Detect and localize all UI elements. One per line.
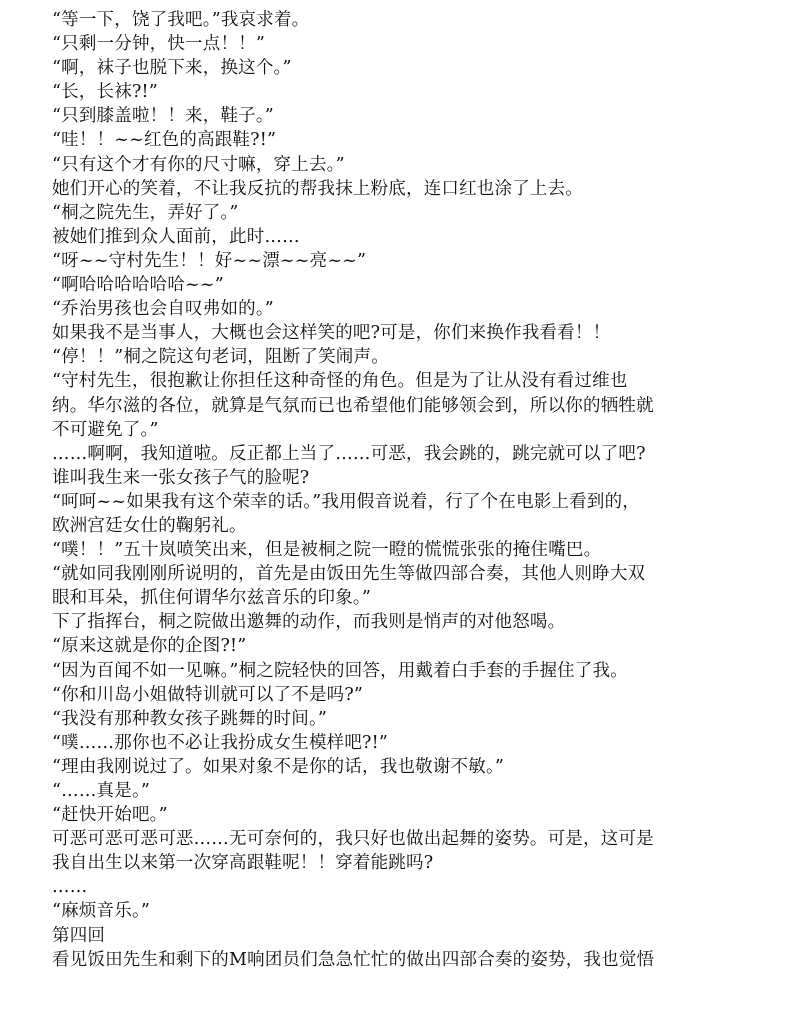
text-line: 看见饭田先生和剩下的M响团员们急急忙忙的做出四部合奏的姿势，我也觉悟 <box>52 949 655 970</box>
text-line: “噗……那你也不必让我扮成女生模样吧?!” <box>52 732 389 753</box>
text-line: “……真是。” <box>52 781 151 801</box>
text-line: 她们开心的笑着，不让我反抗的帮我抹上粉底，连口红也涂了上去。 <box>52 178 583 199</box>
text-line: “呵呵~~如果我有这个荣幸的话。”我用假音说着，行了个在电影上看到的， <box>52 491 640 512</box>
text-line: ……啊啊，我知道啦。反正都上当了……可恶，我会跳的，跳完就可以了吧? <box>52 443 646 464</box>
text-line: “桐之院先生，弄好了。” <box>52 202 239 223</box>
document-page <box>52 8 764 972</box>
text-line: “因为百闻不如一见嘛。”桐之院轻快的回答，用戴着白手套的手握住了我。 <box>52 660 628 681</box>
text-line: “只到膝盖啦！！来，鞋子。” <box>52 106 274 127</box>
text-line: 可恶可恶可恶可恶……无可奈何的，我只好也做出起舞的姿势。可是，这可是 <box>52 829 654 850</box>
text-line: 纳。华尔滋的各位，就算是气氛而已也希望他们能够领会到，所以你的牺牲就 <box>52 395 654 416</box>
text-line: 不可避免了。” <box>52 419 159 440</box>
text-line: “就如同我刚刚所说明的，首先是由饭田先生等做四部合奏，其他人则睁大双 <box>52 564 646 585</box>
text-line: “守村先生，很抱歉让你担任这种奇怪的角色。但是为了让从没有看过维也 <box>52 371 628 392</box>
text-line: “麻烦音乐。” <box>52 901 151 922</box>
text-line: “只剩一分钟，快一点！！” <box>52 34 265 55</box>
text-line: 我自出生以来第一次穿高跟鞋呢！！穿着能跳吗? <box>52 853 434 874</box>
text-line: “呀~~守村先生！！好~~漂~~亮~~” <box>52 250 367 271</box>
text-line: …… <box>52 877 88 898</box>
text-line: “啊，袜子也脱下来，换这个。” <box>52 58 292 79</box>
text-line: “我没有那种教女孩子跳舞的时间。” <box>52 708 328 729</box>
chapter-heading: 第四回 <box>52 925 106 946</box>
text-line: 谁叫我生来一张女孩子气的脸呢? <box>52 467 310 488</box>
text-line: “噗！！”五十岚喷笑出来，但是被桐之院一瞪的慌慌张张的掩住嘴巴。 <box>52 540 602 561</box>
text-line: 被她们推到众人面前，此时…… <box>52 226 300 247</box>
text-line: “长，长袜?!” <box>52 82 158 103</box>
text-line: “原来这就是你的企图?!” <box>52 636 247 657</box>
text-line: “停！！”桐之院这句老词，阻断了笑闹声。 <box>52 347 389 368</box>
text-line: “等一下，饶了我吧。”我哀求着。 <box>52 10 310 30</box>
text-line: 眼和耳朵，抓住何谓华尔兹音乐的印象。” <box>52 588 371 609</box>
text-line: “你和川岛小姐做特训就可以了不是吗?” <box>52 684 364 705</box>
text-line: “乔治男孩也会自叹弗如的。” <box>52 299 274 320</box>
text-line: 欧洲宫廷女仕的鞠躬礼。 <box>52 515 247 536</box>
text-line: “理由我刚说过了。如果对象不是你的话，我也敬谢不敏。” <box>52 756 505 777</box>
text-line: 下了指挥台，桐之院做出邀舞的动作，而我则是悄声的对他怒喝。 <box>52 612 566 633</box>
text-line: “哇！！~~红色的高跟鞋?!” <box>52 130 277 151</box>
text-line: “啊哈哈哈哈哈哈~~” <box>52 275 224 296</box>
text-line: 如果我不是当事人，大概也会这样笑的吧?可是，你们来换作我看看！！ <box>52 323 611 344</box>
text-line: “赶快开始吧。” <box>52 805 168 826</box>
text-line: “只有这个才有你的尺寸嘛，穿上去。” <box>52 154 345 175</box>
